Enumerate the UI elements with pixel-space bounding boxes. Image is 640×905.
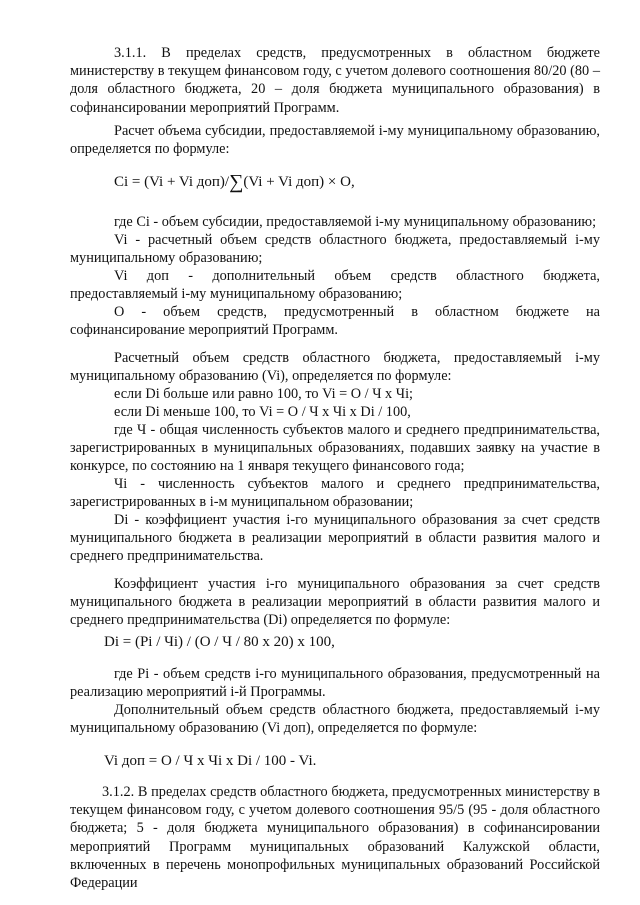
definition-di: Di - коэффициент участия i-го муниципального образования за счет средств муниципального бюджета в реализации мероприятий в области развития малого и среднего предпринимательства. — [70, 512, 600, 565]
definition-vi: Vi - расчетный объем средств областного бюджета, предоставляемый i-му муниципальному образованию; — [70, 232, 600, 267]
sigma-symbol: ∑ — [229, 171, 244, 193]
definition-o: O - объем средств, предусмотренный в областном бюджете на софинансирование мероприятий Программ. — [70, 304, 600, 339]
condition-1: если Di больше или равно 100, то Vi = O / Ч x Чi; — [114, 386, 414, 402]
definition-ch: где Ч - общая численность субъектов малого и среднего предпринимательства, зарегистрированных в муниципальных образованиях, подавших заявку на участие в конкурсе, по состоянию на 1 января текущего финансового года; — [70, 422, 600, 475]
definition-chi: Чi - численность субъектов малого и среднего предпринимательства, зарегистрированных в i-м муниципальном образовании; — [70, 476, 600, 511]
paragraph-3-1-2: 3.1.2. В пределах средств областного бюджета, предусмотренных министерству в текущем финансовом году, с учетом долевого соотношения 95/5 (95 - доля областного бюджета; 5 - доля бюджета муниципального образования) в софинансировании мероприятий Программ муниципальных образований Калужской области, включенных в перечень монопрофильных муниципальных образований Российской Федерации — [70, 784, 600, 892]
definition-vi-dop: Vi доп - дополнительный объем средств областного бюджета, предоставляемый i-му муниципальному образованию; — [70, 268, 600, 303]
condition-2: если Di меньше 100, то Vi = O / Ч x Чi x Di / 100, — [114, 404, 411, 420]
definition-ci: где Ci - объем субсидии, предоставляемой i-му муниципальному образованию; — [114, 214, 597, 230]
definition-pi: где Pi - объем средств i-го муниципального образования, предусмотренный на реализацию мероприятий i-й Программы. — [70, 666, 600, 701]
subsidy-formula — [114, 172, 355, 192]
subsidy-calc-paragraph: Расчет объема субсидии, предоставляемой i-му муниципальному образованию, определяется по формуле: — [70, 123, 600, 158]
coefficient-formula: Di = (Pi / Чi) / (O / Ч / 80 x 20) x 100, — [104, 634, 335, 650]
coefficient-paragraph: Коэффициент участия i-го муниципального образования за счет средств муниципального бюджета в реализации мероприятий в области развития малого и среднего предпринимательства (Di) определяется по формуле: — [70, 576, 600, 629]
estimated-volume-paragraph: Расчетный объем средств областного бюджета, предоставляемый i-му муниципальному образованию (Vi), определяется по формуле: — [70, 350, 600, 385]
additional-volume-formula: Vi доп = O / Ч x Чi x Di / 100 - Vi. — [104, 753, 317, 769]
additional-volume-paragraph: Дополнительный объем средств областного бюджета, предоставляемый i-му муниципальному образованию (Vi доп), определяется по формуле: — [70, 702, 600, 737]
paragraph-3-1-1: 3.1.1. В пределах средств, предусмотренных в областном бюджете министерству в текущем финансовом году, с учетом долевого соотношения 80/20 (80 – доля областного бюджета, 20 – доля бюджета муниципального образования) в софинансировании мероприятий Программ. — [70, 45, 600, 116]
formula-left: Ci = (Vi + Vi доп)/ — [114, 174, 230, 190]
formula-right: (Vi + Vi доп) × O, — [243, 174, 355, 190]
